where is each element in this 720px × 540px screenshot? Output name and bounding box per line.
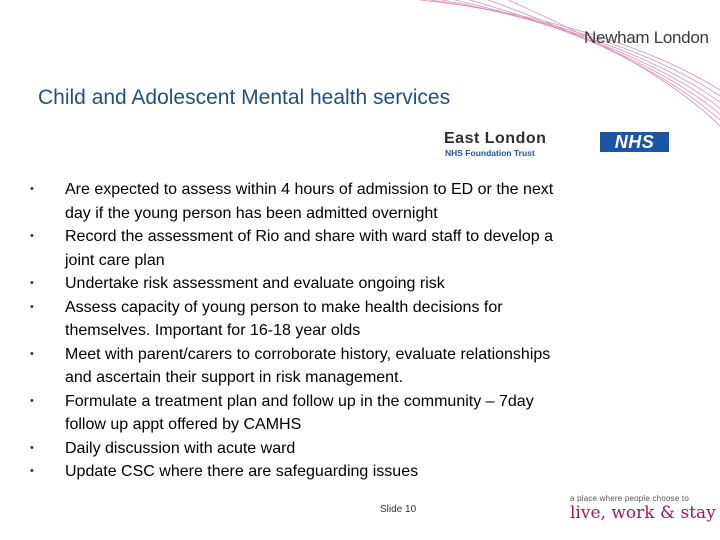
footer-tagline: a place where people choose to [570, 494, 689, 503]
bullet-icon: • [30, 465, 34, 477]
bullet-icon: • [30, 394, 34, 407]
bullet-icon: • [30, 347, 34, 360]
decorative-swoosh-lines [0, 0, 720, 130]
list-item [30, 343, 570, 390]
list-item-text: Daily discussion with acute ward [65, 439, 296, 457]
bullet-icon: • [30, 300, 34, 313]
nhs-badge: NHS [600, 132, 669, 152]
newham-london-logo: Newham London [584, 28, 709, 47]
list-item [30, 437, 570, 461]
list-item [30, 225, 570, 272]
list-item [30, 178, 570, 225]
list-item-text: Update CSC where there are safeguarding issues [65, 463, 419, 480]
list-item [30, 296, 570, 343]
list-item-text: Assess capacity of young person to make health decisions for themselves. Important for 16-18 year olds [65, 298, 503, 339]
list-item-text: Are expected to assess within 4 hours of admission to ED or the next day if the young person has been admitted overnight [65, 181, 554, 222]
bullet-icon: • [30, 183, 34, 195]
list-item-text: Formulate a treatment plan and follow up in the community – 7day follow up appt offered by CAMHS [65, 392, 534, 433]
bullet-icon: • [30, 277, 34, 289]
trust-subtitle: NHS Foundation Trust [445, 148, 535, 158]
list-item-text: Meet with parent/carers to corroborate history, evaluate relationships and ascertain their support in risk management. [65, 345, 551, 386]
list-item-text: Undertake risk assessment and evaluate ongoing risk [65, 275, 445, 292]
bullet-icon: • [30, 441, 34, 454]
list-item [30, 390, 570, 437]
list-item-text: Record the assessment of Rio and share with ward staff to develop a joint care plan [65, 228, 553, 269]
list-item [30, 460, 570, 484]
list-item [30, 272, 570, 296]
slide-title: Child and Adolescent Mental health services [38, 86, 451, 109]
bullet-list [30, 178, 570, 484]
trust-name: East London [444, 130, 547, 147]
footer-motto: live, work & stay [570, 503, 716, 523]
bullet-icon: • [30, 230, 34, 242]
slide-number: Slide 10 [380, 504, 417, 515]
